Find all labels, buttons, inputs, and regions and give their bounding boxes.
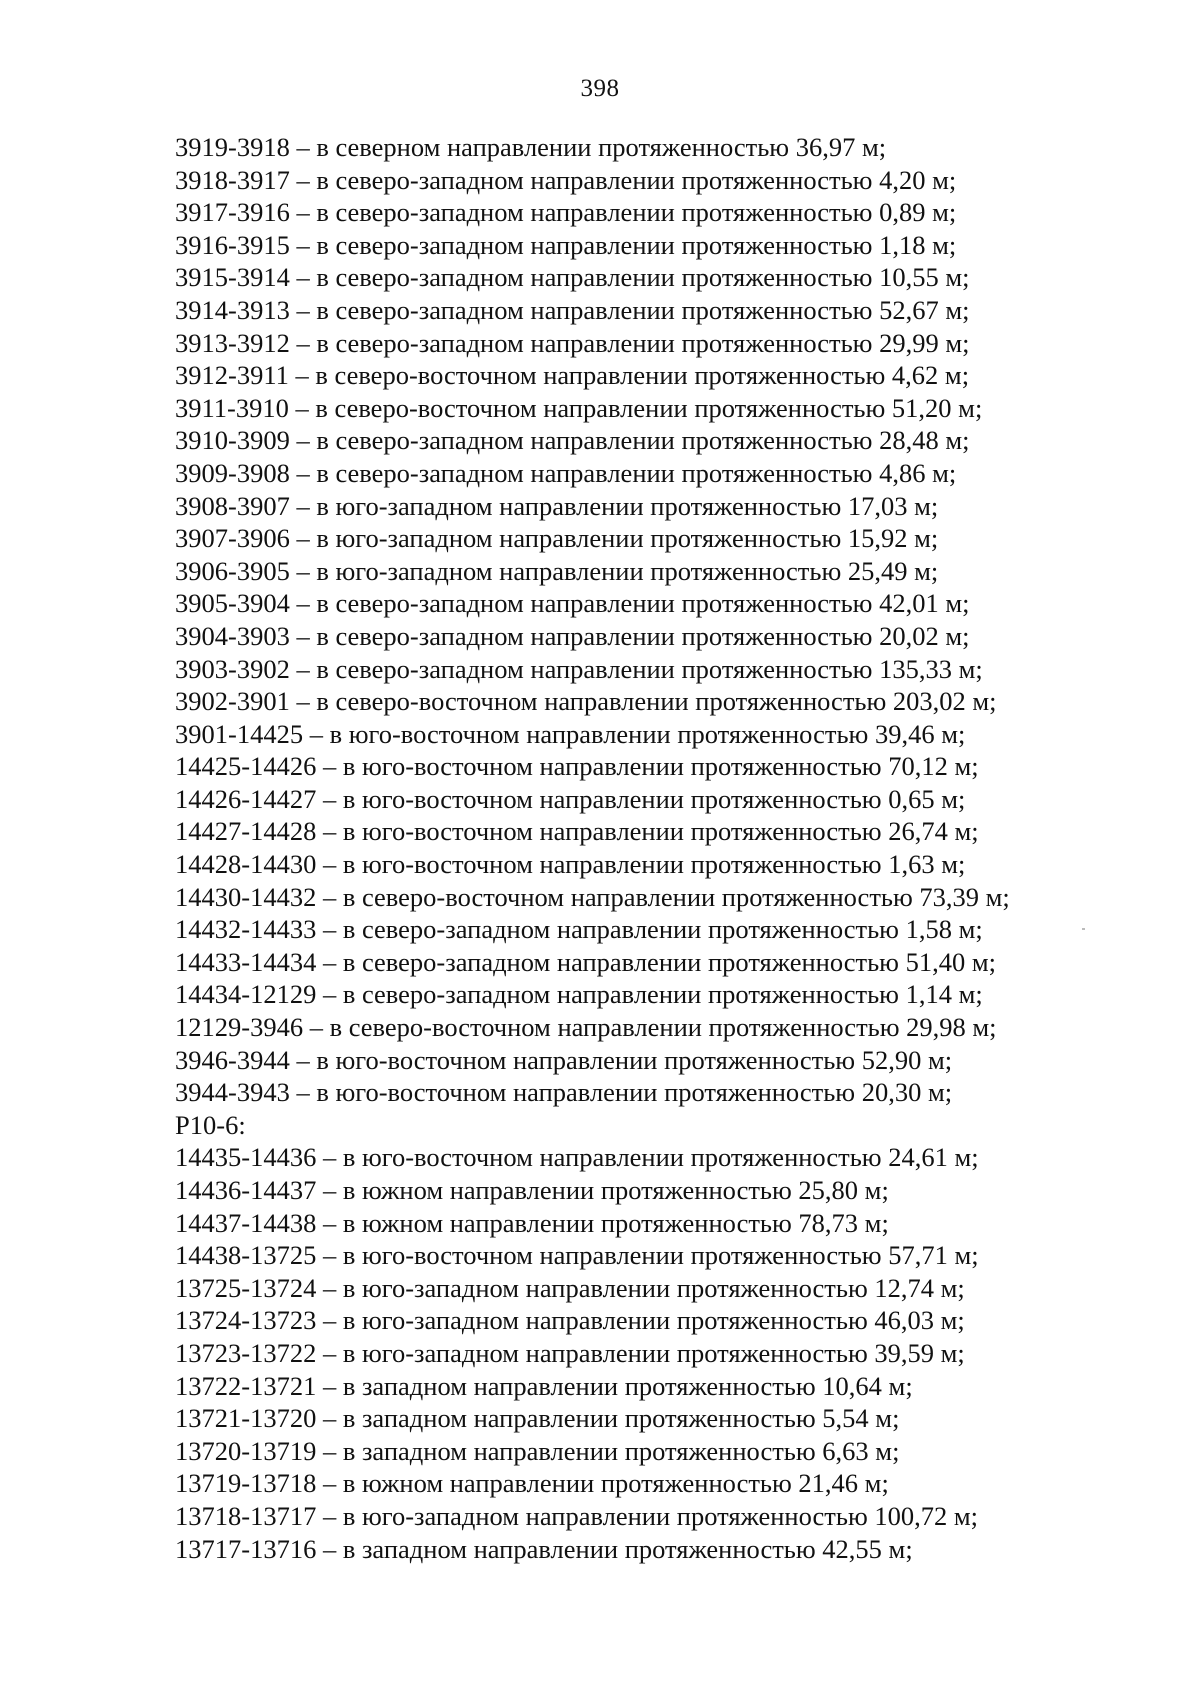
boundary-segment-line: 14432-14433 – в северо-западном направлении протяженностью 1,58 м; (175, 914, 983, 945)
boundary-segment-line: 3908-3907 – в юго-западном направлении протяженностью 17,03 м; (175, 490, 939, 521)
boundary-segment-line: 3944-3943 – в юго-восточном направлении протяженностью 20,30 м; (175, 1077, 953, 1108)
boundary-segment-line: 3907-3906 – в юго-западном направлении протяженностью 15,92 м; (175, 523, 939, 554)
boundary-segment-line: 3913-3912 – в северо-западном направлении протяженностью 29,99 м; (175, 327, 970, 358)
boundary-segment-line: 14437-14438 – в южном направлении протяженностью 78,73 м; (175, 1207, 889, 1238)
boundary-segment-line: 14427-14428 – в юго-восточном направлении протяженностью 26,74 м; (175, 816, 979, 847)
boundary-segment-line: 13724-13723 – в юго-западном направлении протяженностью 46,03 м; (175, 1305, 965, 1336)
boundary-segment-line: 3915-3914 – в северо-западном направлении протяженностью 10,55 м; (175, 262, 970, 293)
section-heading: Р10-6: (175, 1109, 246, 1140)
boundary-segment-line: 3918-3917 – в северо-западном направлении протяженностью 4,20 м; (175, 164, 957, 195)
boundary-segment-line: 3917-3916 – в северо-западном направлении протяженностью 0,89 м; (175, 197, 957, 228)
boundary-segment-line: 3906-3905 – в юго-западном направлении протяженностью 25,49 м; (175, 555, 939, 586)
boundary-segment-line: 13721-13720 – в западном направлении протяженностью 5,54 м; (175, 1403, 900, 1434)
boundary-segment-line: 14433-14434 – в северо-западном направлении протяженностью 51,40 м; (175, 946, 996, 977)
boundary-segment-line: 13718-13717 – в юго-западном направлении протяженностью 100,72 м; (175, 1500, 979, 1531)
boundary-segment-line: 13720-13719 – в западном направлении протяженностью 6,63 м; (175, 1435, 900, 1466)
boundary-segment-line: 14426-14427 – в юго-восточном направлении протяженностью 0,65 м; (175, 783, 966, 814)
boundary-segment-line: 3901-14425 – в юго-восточном направлении протяженностью 39,46 м; (175, 718, 966, 749)
boundary-segment-line: 3911-3910 – в северо-восточном направлении протяженностью 51,20 м; (175, 392, 983, 423)
boundary-segment-line: 3904-3903 – в северо-западном направлении протяженностью 20,02 м; (175, 620, 970, 651)
page-number: 398 (580, 75, 620, 102)
boundary-segment-line: 12129-3946 – в северо-восточном направлении протяженностью 29,98 м; (175, 1012, 997, 1043)
boundary-segment-line: 13722-13721 – в западном направлении протяженностью 10,64 м; (175, 1370, 913, 1401)
boundary-segment-line: 14438-13725 – в юго-восточном направлении протяженностью 57,71 м; (175, 1240, 979, 1271)
boundary-segment-line: 3916-3915 – в северо-западном направлении протяженностью 1,18 м; (175, 229, 957, 260)
boundary-segment-line: 13719-13718 – в южном направлении протяженностью 21,46 м; (175, 1468, 889, 1499)
boundary-segment-line: 3919-3918 – в северном направлении протяженностью 36,97 м; (175, 132, 887, 162)
boundary-segment-line: 13723-13722 – в юго-западном направлении протяженностью 39,59 м; (175, 1337, 965, 1368)
boundary-segment-line: 3905-3904 – в северо-западном направлении протяженностью 42,01 м; (175, 588, 970, 619)
boundary-segment-line: 3909-3908 – в северо-западном направлении протяженностью 4,86 м; (175, 457, 957, 488)
boundary-segment-line: 3902-3901 – в северо-восточном направлении протяженностью 203,02 м; (175, 686, 997, 717)
scan-speck (1082, 928, 1085, 930)
boundary-segment-line: 3946-3944 – в юго-восточном направлении протяженностью 52,90 м; (175, 1044, 953, 1075)
boundary-description-list (175, 131, 1010, 1565)
boundary-segment-line: 3912-3911 – в северо-восточном направлении протяженностью 4,62 м; (175, 360, 970, 391)
boundary-segment-line: 14436-14437 – в южном направлении протяженностью 25,80 м; (175, 1175, 889, 1205)
boundary-segment-line: 14425-14426 – в юго-восточном направлении протяженностью 70,12 м; (175, 751, 979, 782)
boundary-segment-line: 3903-3902 – в северо-западном направлении протяженностью 135,33 м; (175, 653, 983, 684)
boundary-segment-line: 14428-14430 – в юго-восточном направлении протяженностью 1,63 м; (175, 849, 966, 880)
boundary-segment-line: 13725-13724 – в юго-западном направлении протяженностью 12,74 м; (175, 1272, 965, 1303)
boundary-segment-line: 14430-14432 – в северо-восточном направлении протяженностью 73,39 м; (175, 881, 1010, 912)
boundary-segment-line: 3910-3909 – в северо-западном направлении протяженностью 28,48 м; (175, 425, 970, 456)
boundary-segment-line: 14434-12129 – в северо-западном направлении протяженностью 1,14 м; (175, 979, 983, 1010)
boundary-segment-line: 3914-3913 – в северо-западном направлении протяженностью 52,67 м; (175, 294, 970, 325)
boundary-segment-line: 13717-13716 – в западном направлении протяженностью 42,55 м; (175, 1533, 913, 1564)
boundary-segment-line: 14435-14436 – в юго-восточном направлении протяженностью 24,61 м; (175, 1142, 979, 1173)
